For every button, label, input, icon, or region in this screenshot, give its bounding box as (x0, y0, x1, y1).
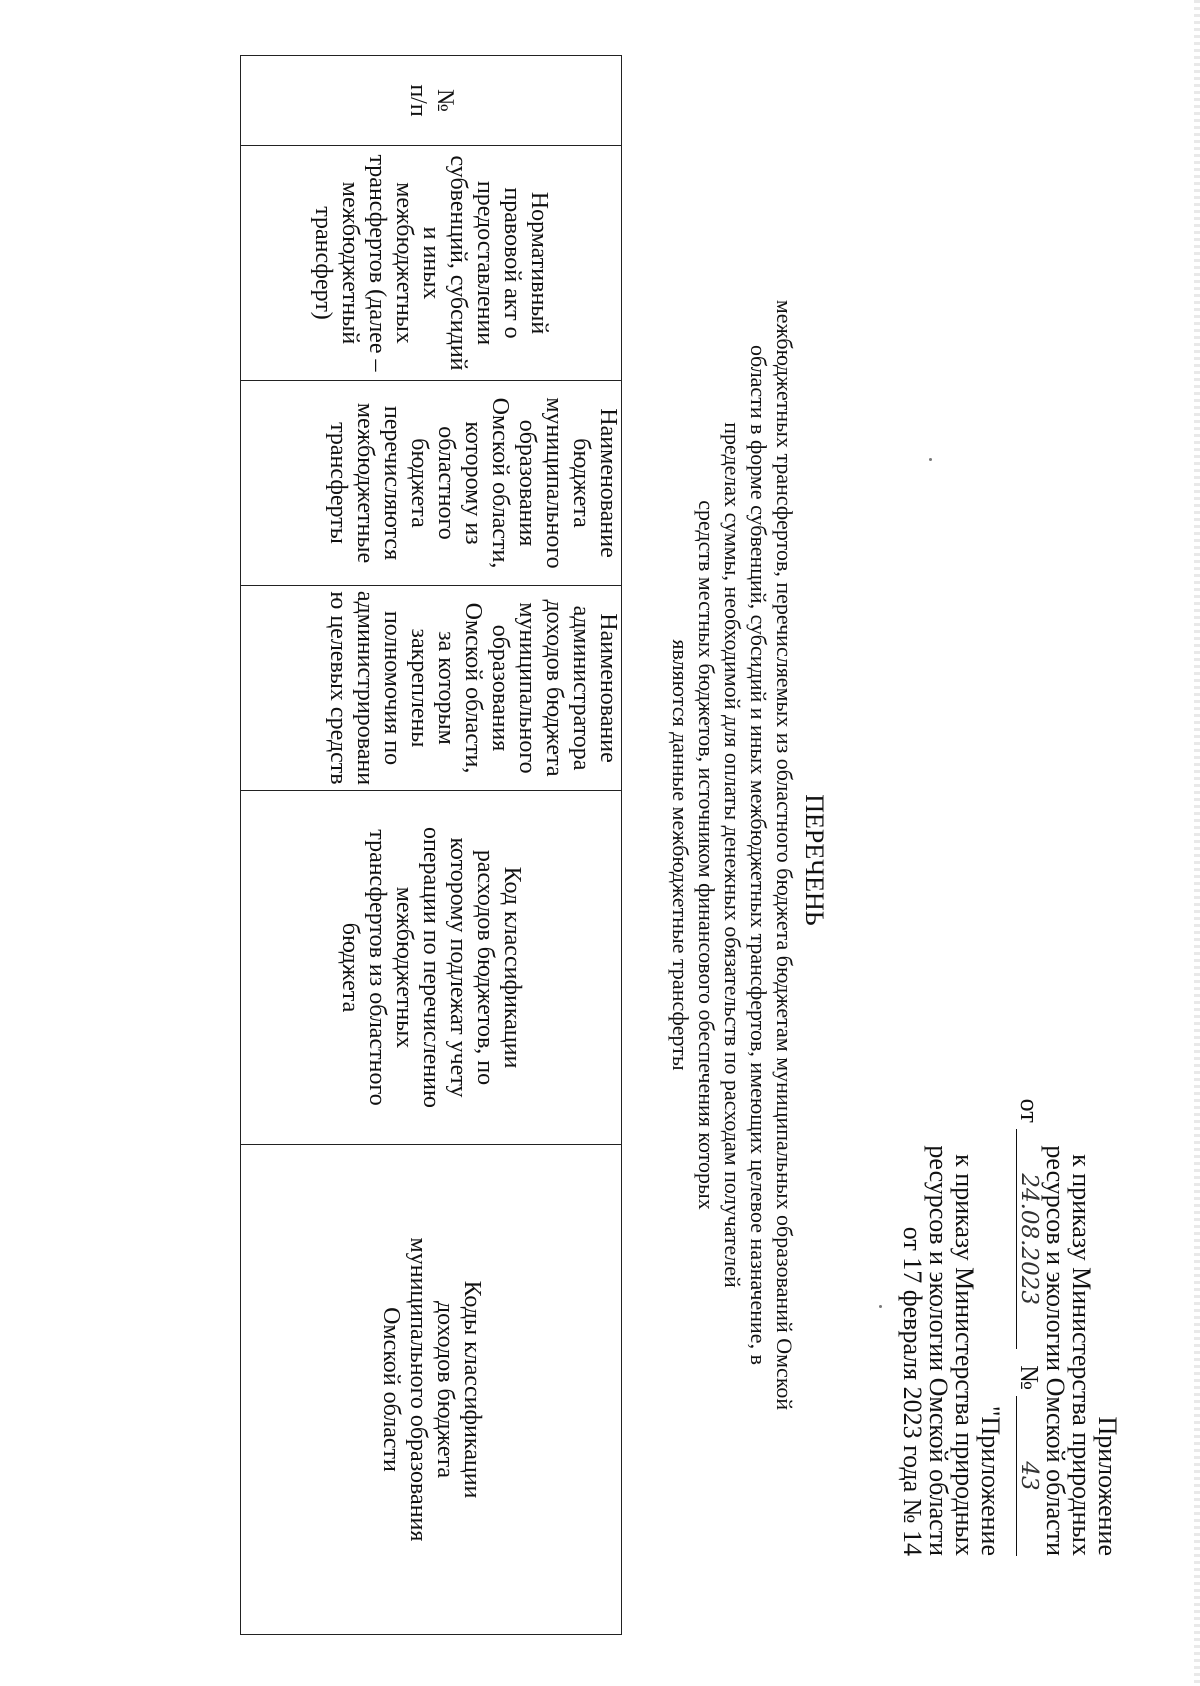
handwritten-date: 24.08.2023 (1016, 1129, 1041, 1349)
table-header-row (241, 56, 622, 1635)
subtitle-line: являются данные межбюджетные трансферты (668, 639, 693, 1071)
number-label: № (1015, 1365, 1044, 1390)
handwritten-number: 43 (1016, 1396, 1041, 1556)
header-cell-number: № п/п (241, 56, 622, 146)
subtitle-line: пределах суммы, необходимой для оплаты денежных обязательств по расходам получателей (720, 422, 745, 1288)
from-label: от (1015, 1098, 1044, 1123)
document-subtitle (667, 210, 797, 1500)
header-cell-income-codes: Коды классификации доходов бюджета муниципального образования Омской области (241, 1145, 622, 1635)
subtitle-line: межбюджетных трансфертов, перечисляемых из областного бюджета бюджетам муниципальных образований Омской (772, 299, 797, 1411)
subtitle-line: области в форме субвенций, субсидий и иных межбюджетных трансфертов, имеющих целевое назначение, в (746, 345, 771, 1365)
scan-speck (879, 1305, 882, 1308)
original-order-line-3: от 17 февраля 2023 года № 14 (898, 1226, 927, 1556)
header-cell-expense-code: Код классификации расходов бюджетов, по которому подлежат учету операции по перечислению межбюджетных трансфертов из областного бюджета (241, 791, 622, 1145)
original-order-line-1: к приказу Министерства природных (950, 1154, 979, 1556)
scan-edge-artifact (1194, 0, 1200, 1686)
order-line-1: к приказу Министерства природных (1067, 1154, 1096, 1556)
appendix-label: Приложение (1093, 1416, 1122, 1556)
header-cell-legal-act: Нормативный правовой акт о предоставлении субвенций, субсидий и иных межбюджетных трансфертов (далее – межбюджетный трансферт) (241, 146, 622, 381)
transfers-table (240, 55, 622, 1635)
original-appendix-label: "Приложение (976, 1405, 1005, 1556)
original-order-header (899, 1145, 1003, 1556)
order-line-2: ресурсов и экологии Омской области (1041, 1145, 1070, 1556)
header-cell-administrator: Наименование администратора доходов бюджета муниципального образования Омской области, за которым закреплены полномочия по администрировани ю целевых средств (241, 586, 622, 791)
original-order-line-2: ресурсов и экологии Омской области (924, 1145, 953, 1556)
header-cell-budget-name: Наименование бюджета муниципального образования Омской области, которому из областного бюджета перечисляются межбюджетные трансферты (241, 381, 622, 586)
document-title: ПЕРЕЧЕНЬ (800, 794, 829, 926)
current-order-header (1016, 1099, 1120, 1556)
scan-speck (929, 458, 932, 461)
order-date-number-line (1016, 1099, 1042, 1556)
subtitle-line: средств местных бюджетов, источником финансового обеспечения которых (694, 500, 719, 1210)
